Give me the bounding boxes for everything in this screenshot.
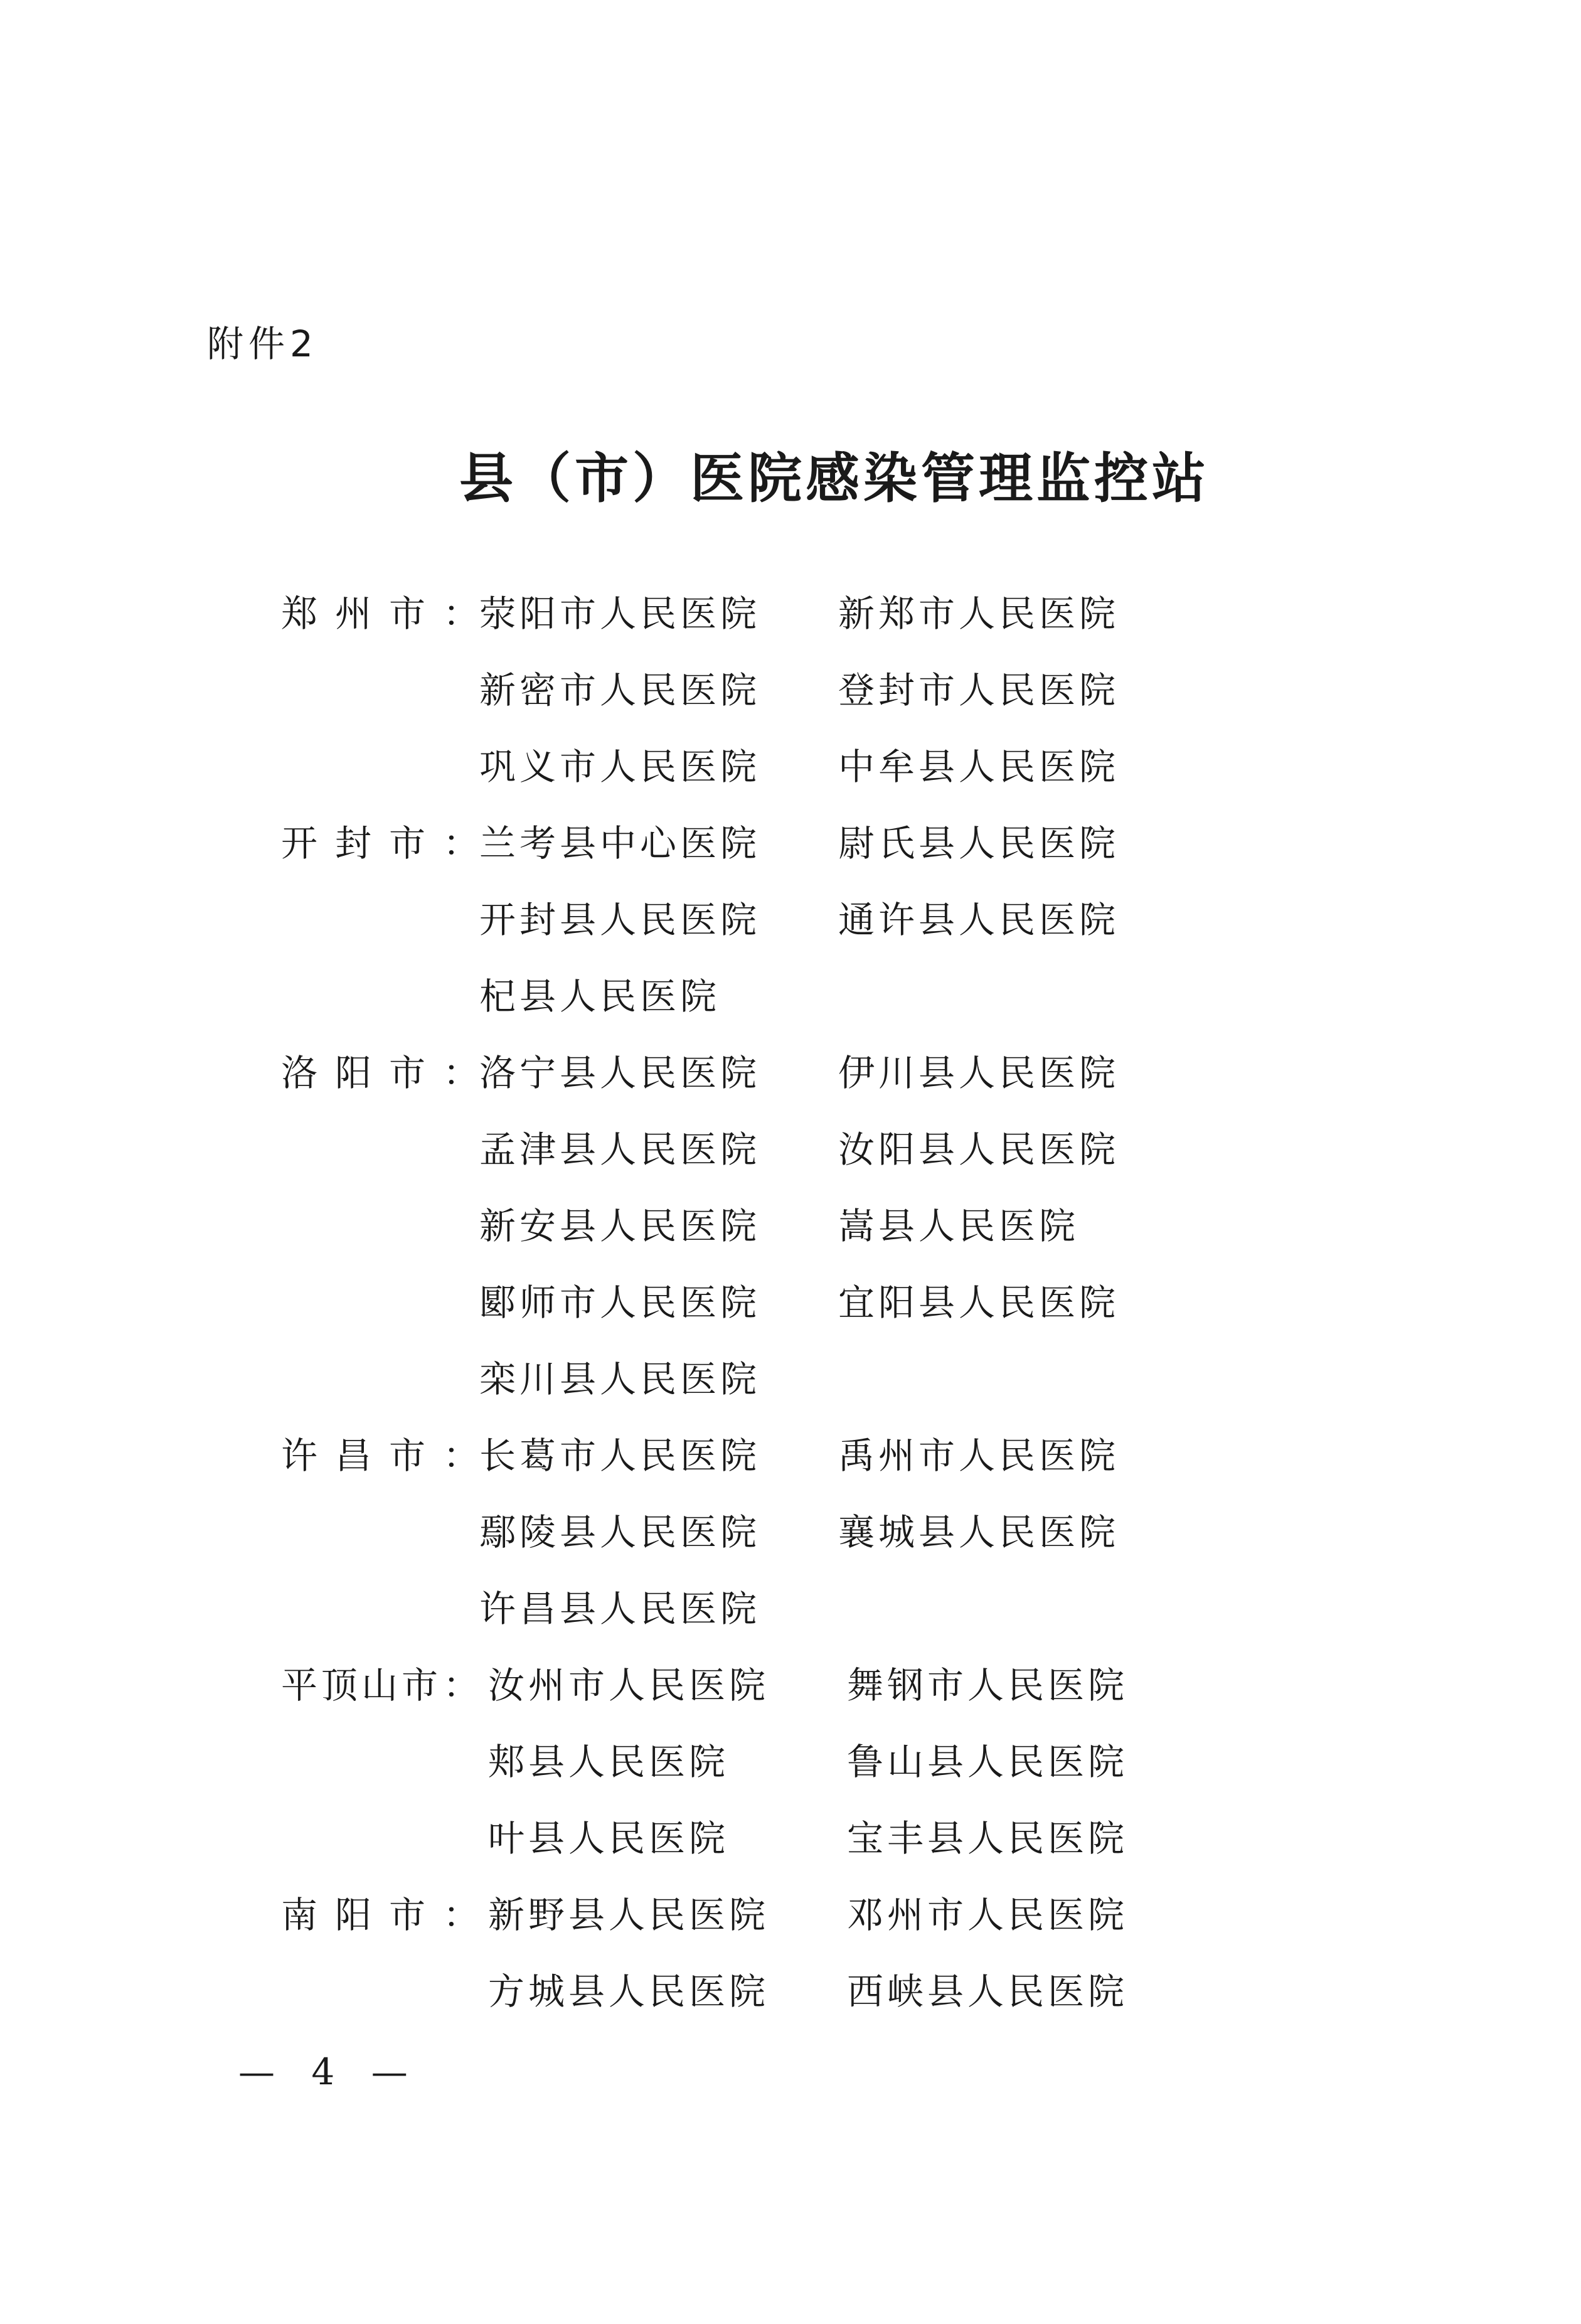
hospital-name: 汝阳县人民医院 [838, 1128, 1120, 1171]
hospital-name: 襄城县人民医院 [838, 1511, 1120, 1554]
list-item [281, 971, 1222, 1048]
hospital-name: 长葛市人民医院 [479, 1434, 761, 1477]
list-item [281, 895, 1222, 971]
hospital-name: 舞钢市人民医院 [847, 1664, 1129, 1707]
list-item [281, 1354, 1222, 1431]
list-item [281, 1813, 1222, 1890]
page-number: — 4 — [238, 2050, 420, 2093]
hospital-name: 宜阳县人民医院 [838, 1281, 1120, 1324]
list-item [281, 1048, 1222, 1124]
city-char: 开 [281, 822, 318, 865]
hospital-name: 宝丰县人民医院 [847, 1817, 1129, 1860]
city-char: 市 [401, 1664, 438, 1707]
hospital-name: 鲁山县人民医院 [847, 1740, 1129, 1783]
hospital-name: 巩义市人民医院 [479, 745, 761, 788]
list-item [281, 1277, 1222, 1354]
list-item [281, 1584, 1222, 1660]
city-label [281, 1048, 425, 1098]
hospital-name: 通许县人民医院 [838, 898, 1120, 941]
hospital-name: 汝州市人民医院 [488, 1664, 770, 1707]
city-char: 市 [388, 1434, 425, 1477]
hospital-name: 开封县人民医院 [479, 898, 761, 941]
colon: ： [443, 1894, 480, 1936]
city-char: 昌 [334, 1434, 371, 1477]
hospital-name: 兰考县中心医院 [479, 822, 761, 865]
city-label [281, 589, 425, 639]
city-label [281, 1660, 438, 1710]
list-item [281, 1890, 1222, 1966]
city-char: 封 [334, 822, 371, 865]
city-char: 山 [361, 1664, 398, 1707]
hospital-name: 西峡县人民医院 [847, 1970, 1129, 2013]
list-item [281, 1507, 1222, 1584]
list-item [281, 1431, 1222, 1507]
hospital-name: 新密市人民医院 [479, 669, 761, 712]
hospital-name: 嵩县人民医院 [838, 1205, 1080, 1247]
city-label [281, 1431, 425, 1481]
list-item [281, 589, 1222, 665]
colon: ： [443, 1434, 480, 1477]
hospital-name: 孟津县人民医院 [479, 1128, 761, 1171]
hospital-name: 栾川县人民医院 [479, 1358, 761, 1400]
hospital-name: 鄢陵县人民医院 [479, 1511, 761, 1554]
hospital-name: 邓州市人民医院 [847, 1894, 1129, 1936]
hospital-name: 郏县人民医院 [488, 1740, 730, 1783]
hospital-name: 许昌县人民医院 [479, 1587, 761, 1630]
city-char: 市 [388, 592, 425, 635]
list-item [281, 665, 1222, 742]
city-char: 顶 [321, 1664, 358, 1707]
hospital-name: 尉氏县人民医院 [838, 822, 1120, 865]
list-item [281, 1737, 1222, 1813]
colon: ： [443, 822, 480, 865]
hospital-name: 中牟县人民医院 [838, 745, 1120, 788]
list-item [281, 1201, 1222, 1277]
city-char: 市 [388, 822, 425, 865]
hospital-name: 郾师市人民医院 [479, 1281, 761, 1324]
attachment-label: 附件2 [207, 322, 318, 365]
city-char: 阳 [334, 1052, 371, 1094]
hospital-name: 新安县人民医院 [479, 1205, 761, 1247]
hospital-name: 荥阳市人民医院 [479, 592, 761, 635]
hospital-name: 方城县人民医院 [488, 1970, 770, 2013]
page-title: 县（市）医院感染管理监控站 [459, 447, 1210, 510]
hospital-name: 登封市人民医院 [838, 669, 1120, 712]
hospital-name: 禹州市人民医院 [838, 1434, 1120, 1477]
city-char: 平 [281, 1664, 318, 1707]
colon: ： [443, 1664, 480, 1707]
city-label [281, 818, 425, 868]
hospital-name: 洛宁县人民医院 [479, 1052, 761, 1094]
hospital-name: 新郑市人民医院 [838, 592, 1120, 635]
city-label [281, 1890, 425, 1940]
colon: ： [443, 1052, 480, 1094]
list-item [281, 1966, 1222, 2043]
city-char: 阳 [334, 1894, 371, 1936]
city-char: 许 [281, 1434, 318, 1477]
list-item [281, 1124, 1222, 1201]
list-item [281, 742, 1222, 818]
hospital-name: 杞县人民医院 [479, 975, 721, 1018]
colon: ： [443, 592, 480, 635]
hospital-name: 新野县人民医院 [488, 1894, 770, 1936]
city-char: 南 [281, 1894, 318, 1936]
hospital-name: 叶县人民医院 [488, 1817, 730, 1860]
list-item [281, 1660, 1222, 1737]
hospital-name: 伊川县人民医院 [838, 1052, 1120, 1094]
city-char: 市 [388, 1894, 425, 1936]
hospital-list [281, 589, 1222, 2043]
city-char: 州 [334, 592, 371, 635]
city-char: 洛 [281, 1052, 318, 1094]
city-char: 郑 [281, 592, 318, 635]
city-char: 市 [388, 1052, 425, 1094]
list-item [281, 818, 1222, 895]
